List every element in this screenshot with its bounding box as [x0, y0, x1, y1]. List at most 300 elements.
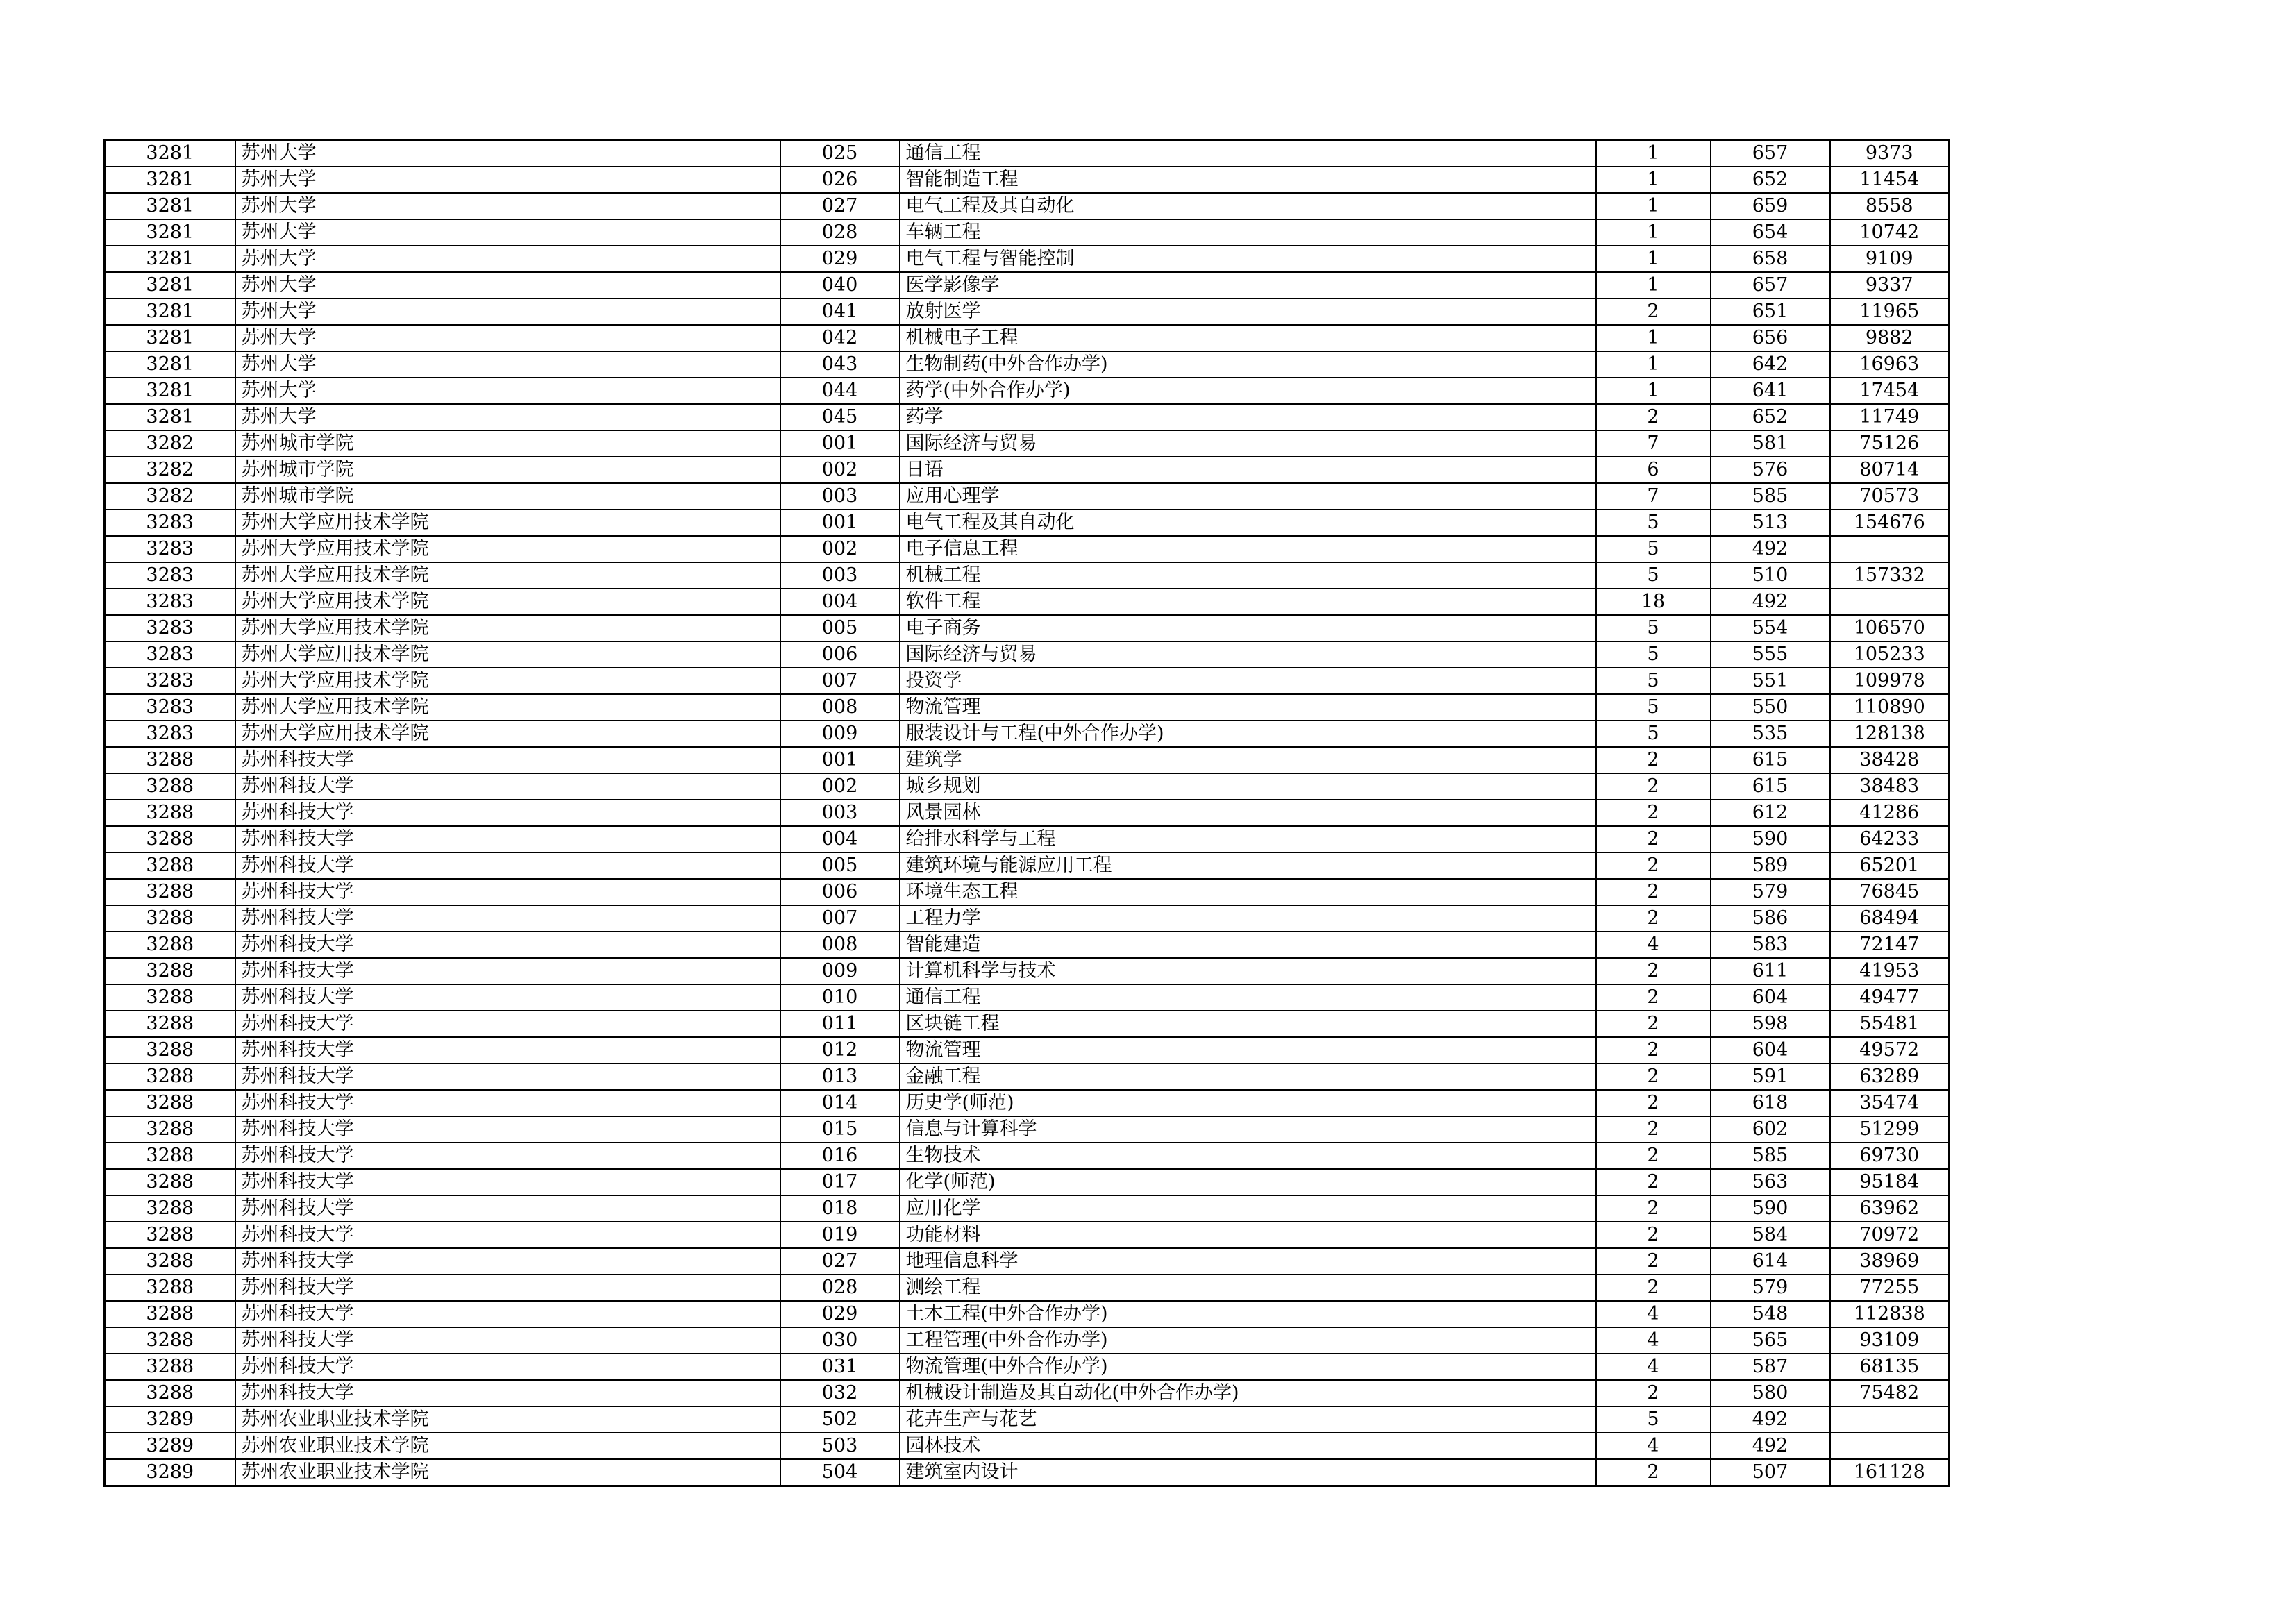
table-row	[105, 193, 1950, 219]
major-name-cell: 建筑室内设计	[900, 1459, 1596, 1486]
major-name-cell: 电气工程及其自动化	[900, 193, 1596, 219]
table-row	[105, 905, 1950, 932]
min-score-cell: 654	[1711, 219, 1830, 246]
school-code-cell: 3288	[105, 905, 235, 932]
school-code-cell: 3281	[105, 140, 235, 167]
school-name-cell: 苏州科技大学	[235, 1169, 780, 1195]
plan-count-cell: 2	[1596, 1275, 1711, 1301]
major-code-cell: 019	[780, 1222, 900, 1248]
major-name-cell: 园林技术	[900, 1433, 1596, 1459]
major-code-cell: 003	[780, 562, 900, 589]
rank-cell: 154676	[1830, 510, 1950, 536]
school-code-cell: 3288	[105, 1143, 235, 1169]
table-row	[105, 1090, 1950, 1116]
school-code-cell: 3288	[105, 773, 235, 800]
plan-count-cell: 1	[1596, 325, 1711, 351]
major-name-cell: 日语	[900, 457, 1596, 483]
table-row	[105, 615, 1950, 641]
major-name-cell: 历史学(师范)	[900, 1090, 1596, 1116]
school-name-cell: 苏州大学应用技术学院	[235, 721, 780, 747]
major-name-cell: 工程管理(中外合作办学)	[900, 1327, 1596, 1354]
rank-cell: 10742	[1830, 219, 1950, 246]
rank-cell: 157332	[1830, 562, 1950, 589]
major-code-cell: 005	[780, 852, 900, 879]
plan-count-cell: 5	[1596, 668, 1711, 694]
school-code-cell: 3288	[105, 1037, 235, 1063]
school-code-cell: 3281	[105, 272, 235, 298]
major-name-cell: 测绘工程	[900, 1275, 1596, 1301]
major-code-cell: 015	[780, 1116, 900, 1143]
rank-cell: 68494	[1830, 905, 1950, 932]
plan-count-cell: 5	[1596, 615, 1711, 641]
table-row	[105, 1143, 1950, 1169]
rank-cell	[1830, 1433, 1950, 1459]
plan-count-cell: 2	[1596, 1011, 1711, 1037]
table-row	[105, 958, 1950, 984]
plan-count-cell: 18	[1596, 589, 1711, 615]
school-code-cell: 3288	[105, 1011, 235, 1037]
school-code-cell: 3281	[105, 167, 235, 193]
major-name-cell: 城乡规划	[900, 773, 1596, 800]
school-name-cell: 苏州大学	[235, 351, 780, 378]
plan-count-cell: 2	[1596, 773, 1711, 800]
table-row	[105, 721, 1950, 747]
major-name-cell: 应用化学	[900, 1195, 1596, 1222]
school-code-cell: 3288	[105, 852, 235, 879]
major-name-cell: 风景园林	[900, 800, 1596, 826]
school-code-cell: 3289	[105, 1459, 235, 1486]
school-code-cell: 3283	[105, 694, 235, 721]
plan-count-cell: 2	[1596, 1037, 1711, 1063]
major-name-cell: 通信工程	[900, 140, 1596, 167]
school-code-cell: 3283	[105, 615, 235, 641]
table-row	[105, 378, 1950, 404]
plan-count-cell: 4	[1596, 1327, 1711, 1354]
min-score-cell: 615	[1711, 747, 1830, 773]
min-score-cell: 604	[1711, 1037, 1830, 1063]
admission-table	[103, 139, 1950, 1487]
major-name-cell: 环境生态工程	[900, 879, 1596, 905]
major-name-cell: 电子信息工程	[900, 536, 1596, 562]
school-code-cell: 3288	[105, 1063, 235, 1090]
min-score-cell: 583	[1711, 932, 1830, 958]
table-row	[105, 457, 1950, 483]
plan-count-cell: 2	[1596, 1222, 1711, 1248]
min-score-cell: 657	[1711, 140, 1830, 167]
plan-count-cell: 5	[1596, 562, 1711, 589]
major-name-cell: 医学影像学	[900, 272, 1596, 298]
plan-count-cell: 2	[1596, 826, 1711, 852]
min-score-cell: 492	[1711, 589, 1830, 615]
rank-cell: 8558	[1830, 193, 1950, 219]
rank-cell: 9337	[1830, 272, 1950, 298]
major-name-cell: 地理信息科学	[900, 1248, 1596, 1275]
table-row	[105, 219, 1950, 246]
school-code-cell: 3281	[105, 298, 235, 325]
major-name-cell: 放射医学	[900, 298, 1596, 325]
min-score-cell: 581	[1711, 430, 1830, 457]
school-name-cell: 苏州农业职业技术学院	[235, 1459, 780, 1486]
major-code-cell: 009	[780, 958, 900, 984]
major-code-cell: 013	[780, 1063, 900, 1090]
plan-count-cell: 1	[1596, 351, 1711, 378]
table-row	[105, 826, 1950, 852]
major-name-cell: 给排水科学与工程	[900, 826, 1596, 852]
school-name-cell: 苏州大学应用技术学院	[235, 694, 780, 721]
school-code-cell: 3288	[105, 1380, 235, 1406]
table-row	[105, 879, 1950, 905]
plan-count-cell: 2	[1596, 1116, 1711, 1143]
school-code-cell: 3281	[105, 404, 235, 430]
school-code-cell: 3281	[105, 246, 235, 272]
major-name-cell: 区块链工程	[900, 1011, 1596, 1037]
school-name-cell: 苏州科技大学	[235, 1380, 780, 1406]
school-code-cell: 3283	[105, 536, 235, 562]
major-code-cell: 027	[780, 1248, 900, 1275]
school-code-cell: 3288	[105, 1222, 235, 1248]
school-code-cell: 3288	[105, 747, 235, 773]
min-score-cell: 550	[1711, 694, 1830, 721]
rank-cell: 93109	[1830, 1327, 1950, 1354]
school-name-cell: 苏州大学应用技术学院	[235, 615, 780, 641]
major-name-cell: 机械电子工程	[900, 325, 1596, 351]
plan-count-cell: 6	[1596, 457, 1711, 483]
min-score-cell: 492	[1711, 536, 1830, 562]
plan-count-cell: 5	[1596, 510, 1711, 536]
school-code-cell: 3282	[105, 483, 235, 510]
min-score-cell: 586	[1711, 905, 1830, 932]
major-name-cell: 机械设计制造及其自动化(中外合作办学)	[900, 1380, 1596, 1406]
school-name-cell: 苏州大学	[235, 167, 780, 193]
major-code-cell: 032	[780, 1380, 900, 1406]
major-code-cell: 025	[780, 140, 900, 167]
major-code-cell: 002	[780, 773, 900, 800]
school-code-cell: 3283	[105, 668, 235, 694]
major-code-cell: 011	[780, 1011, 900, 1037]
plan-count-cell: 1	[1596, 193, 1711, 219]
major-code-cell: 010	[780, 984, 900, 1011]
school-name-cell: 苏州科技大学	[235, 1063, 780, 1090]
plan-count-cell: 1	[1596, 140, 1711, 167]
school-name-cell: 苏州大学应用技术学院	[235, 510, 780, 536]
major-code-cell: 006	[780, 641, 900, 668]
major-code-cell: 008	[780, 694, 900, 721]
major-code-cell: 042	[780, 325, 900, 351]
min-score-cell: 652	[1711, 404, 1830, 430]
school-name-cell: 苏州科技大学	[235, 1248, 780, 1275]
major-code-cell: 027	[780, 193, 900, 219]
school-name-cell: 苏州科技大学	[235, 800, 780, 826]
min-score-cell: 612	[1711, 800, 1830, 826]
school-code-cell: 3288	[105, 1354, 235, 1380]
rank-cell: 68135	[1830, 1354, 1950, 1380]
rank-cell: 161128	[1830, 1459, 1950, 1486]
table-row	[105, 325, 1950, 351]
major-code-cell: 007	[780, 668, 900, 694]
major-name-cell: 功能材料	[900, 1222, 1596, 1248]
school-code-cell: 3288	[105, 800, 235, 826]
major-code-cell: 030	[780, 1327, 900, 1354]
school-name-cell: 苏州科技大学	[235, 1090, 780, 1116]
rank-cell	[1830, 536, 1950, 562]
table-row	[105, 852, 1950, 879]
min-score-cell: 513	[1711, 510, 1830, 536]
rank-cell: 63289	[1830, 1063, 1950, 1090]
rank-cell	[1830, 1406, 1950, 1433]
rank-cell	[1830, 589, 1950, 615]
school-name-cell: 苏州农业职业技术学院	[235, 1433, 780, 1459]
major-code-cell: 029	[780, 1301, 900, 1327]
major-name-cell: 生物制药(中外合作办学)	[900, 351, 1596, 378]
plan-count-cell: 2	[1596, 1459, 1711, 1486]
min-score-cell: 492	[1711, 1433, 1830, 1459]
plan-count-cell: 5	[1596, 641, 1711, 668]
major-code-cell: 006	[780, 879, 900, 905]
major-code-cell: 045	[780, 404, 900, 430]
min-score-cell: 584	[1711, 1222, 1830, 1248]
major-code-cell: 004	[780, 826, 900, 852]
plan-count-cell: 2	[1596, 905, 1711, 932]
plan-count-cell: 2	[1596, 1195, 1711, 1222]
major-code-cell: 028	[780, 219, 900, 246]
rank-cell: 70573	[1830, 483, 1950, 510]
table-row	[105, 747, 1950, 773]
plan-count-cell: 1	[1596, 378, 1711, 404]
min-score-cell: 656	[1711, 325, 1830, 351]
rank-cell: 64233	[1830, 826, 1950, 852]
school-name-cell: 苏州科技大学	[235, 1143, 780, 1169]
school-name-cell: 苏州科技大学	[235, 932, 780, 958]
school-name-cell: 苏州大学	[235, 378, 780, 404]
major-code-cell: 016	[780, 1143, 900, 1169]
rank-cell: 9373	[1830, 140, 1950, 167]
major-code-cell: 504	[780, 1459, 900, 1486]
major-code-cell: 043	[780, 351, 900, 378]
rank-cell: 38969	[1830, 1248, 1950, 1275]
plan-count-cell: 4	[1596, 932, 1711, 958]
min-score-cell: 548	[1711, 1301, 1830, 1327]
rank-cell: 38483	[1830, 773, 1950, 800]
min-score-cell: 589	[1711, 852, 1830, 879]
major-name-cell: 电气工程与智能控制	[900, 246, 1596, 272]
rank-cell: 80714	[1830, 457, 1950, 483]
major-name-cell: 计算机科学与技术	[900, 958, 1596, 984]
min-score-cell: 587	[1711, 1354, 1830, 1380]
major-code-cell: 002	[780, 536, 900, 562]
major-name-cell: 服装设计与工程(中外合作办学)	[900, 721, 1596, 747]
plan-count-cell: 1	[1596, 167, 1711, 193]
rank-cell: 16963	[1830, 351, 1950, 378]
plan-count-cell: 1	[1596, 272, 1711, 298]
school-code-cell: 3288	[105, 1195, 235, 1222]
table-row	[105, 1222, 1950, 1248]
school-name-cell: 苏州城市学院	[235, 430, 780, 457]
school-name-cell: 苏州科技大学	[235, 1327, 780, 1354]
school-code-cell: 3281	[105, 378, 235, 404]
table-row	[105, 404, 1950, 430]
major-name-cell: 土木工程(中外合作办学)	[900, 1301, 1596, 1327]
major-code-cell: 005	[780, 615, 900, 641]
school-name-cell: 苏州科技大学	[235, 773, 780, 800]
table-row	[105, 536, 1950, 562]
major-code-cell: 009	[780, 721, 900, 747]
school-code-cell: 3288	[105, 879, 235, 905]
plan-count-cell: 2	[1596, 984, 1711, 1011]
table-row	[105, 984, 1950, 1011]
table-row	[105, 272, 1950, 298]
school-name-cell: 苏州大学	[235, 193, 780, 219]
plan-count-cell: 1	[1596, 246, 1711, 272]
table-row	[105, 694, 1950, 721]
plan-count-cell: 2	[1596, 1090, 1711, 1116]
school-code-cell: 3283	[105, 641, 235, 668]
min-score-cell: 590	[1711, 826, 1830, 852]
school-code-cell: 3288	[105, 1327, 235, 1354]
plan-count-cell: 2	[1596, 1248, 1711, 1275]
rank-cell: 41286	[1830, 800, 1950, 826]
plan-count-cell: 5	[1596, 1406, 1711, 1433]
min-score-cell: 611	[1711, 958, 1830, 984]
rank-cell: 65201	[1830, 852, 1950, 879]
rank-cell: 105233	[1830, 641, 1950, 668]
table-row	[105, 351, 1950, 378]
major-name-cell: 电子商务	[900, 615, 1596, 641]
plan-count-cell: 2	[1596, 800, 1711, 826]
plan-count-cell: 2	[1596, 747, 1711, 773]
school-code-cell: 3288	[105, 1116, 235, 1143]
rank-cell: 11965	[1830, 298, 1950, 325]
school-name-cell: 苏州科技大学	[235, 1275, 780, 1301]
table-row	[105, 589, 1950, 615]
school-code-cell: 3283	[105, 562, 235, 589]
table-row	[105, 298, 1950, 325]
major-name-cell: 药学	[900, 404, 1596, 430]
major-name-cell: 化学(师范)	[900, 1169, 1596, 1195]
major-name-cell: 投资学	[900, 668, 1596, 694]
major-name-cell: 国际经济与贸易	[900, 641, 1596, 668]
school-name-cell: 苏州大学	[235, 272, 780, 298]
school-code-cell: 3288	[105, 958, 235, 984]
school-name-cell: 苏州科技大学	[235, 1301, 780, 1327]
min-score-cell: 615	[1711, 773, 1830, 800]
school-code-cell: 3288	[105, 1248, 235, 1275]
school-code-cell: 3281	[105, 351, 235, 378]
school-name-cell: 苏州大学应用技术学院	[235, 589, 780, 615]
plan-count-cell: 2	[1596, 1380, 1711, 1406]
school-code-cell: 3288	[105, 1275, 235, 1301]
min-score-cell: 614	[1711, 1248, 1830, 1275]
school-name-cell: 苏州大学应用技术学院	[235, 668, 780, 694]
plan-count-cell: 7	[1596, 483, 1711, 510]
min-score-cell: 659	[1711, 193, 1830, 219]
school-name-cell: 苏州科技大学	[235, 1195, 780, 1222]
major-name-cell: 软件工程	[900, 589, 1596, 615]
major-name-cell: 智能建造	[900, 932, 1596, 958]
rank-cell: 75126	[1830, 430, 1950, 457]
rank-cell: 17454	[1830, 378, 1950, 404]
school-name-cell: 苏州科技大学	[235, 1037, 780, 1063]
rank-cell: 11749	[1830, 404, 1950, 430]
school-name-cell: 苏州科技大学	[235, 1354, 780, 1380]
min-score-cell: 641	[1711, 378, 1830, 404]
major-name-cell: 建筑学	[900, 747, 1596, 773]
school-code-cell: 3282	[105, 457, 235, 483]
plan-count-cell: 2	[1596, 852, 1711, 879]
major-code-cell: 041	[780, 298, 900, 325]
rank-cell: 41953	[1830, 958, 1950, 984]
rank-cell: 95184	[1830, 1169, 1950, 1195]
school-name-cell: 苏州城市学院	[235, 457, 780, 483]
rank-cell: 35474	[1830, 1090, 1950, 1116]
plan-count-cell: 5	[1596, 721, 1711, 747]
min-score-cell: 642	[1711, 351, 1830, 378]
table-row	[105, 800, 1950, 826]
table-row	[105, 1275, 1950, 1301]
table-row	[105, 1327, 1950, 1354]
major-name-cell: 金融工程	[900, 1063, 1596, 1090]
min-score-cell: 576	[1711, 457, 1830, 483]
plan-count-cell: 2	[1596, 298, 1711, 325]
rank-cell: 63962	[1830, 1195, 1950, 1222]
min-score-cell: 579	[1711, 879, 1830, 905]
table-row	[105, 1011, 1950, 1037]
plan-count-cell: 4	[1596, 1354, 1711, 1380]
school-code-cell: 3283	[105, 510, 235, 536]
rank-cell: 77255	[1830, 1275, 1950, 1301]
plan-count-cell: 2	[1596, 879, 1711, 905]
major-code-cell: 008	[780, 932, 900, 958]
table-row	[105, 246, 1950, 272]
school-name-cell: 苏州农业职业技术学院	[235, 1406, 780, 1433]
table-row	[105, 641, 1950, 668]
school-name-cell: 苏州大学	[235, 298, 780, 325]
table-row	[105, 1354, 1950, 1380]
major-code-cell: 003	[780, 800, 900, 826]
plan-count-cell: 5	[1596, 694, 1711, 721]
school-code-cell: 3283	[105, 589, 235, 615]
table-row	[105, 1301, 1950, 1327]
major-name-cell: 应用心理学	[900, 483, 1596, 510]
table-row	[105, 1195, 1950, 1222]
min-score-cell: 598	[1711, 1011, 1830, 1037]
school-name-cell: 苏州大学应用技术学院	[235, 641, 780, 668]
school-name-cell: 苏州大学	[235, 325, 780, 351]
major-name-cell: 物流管理(中外合作办学)	[900, 1354, 1596, 1380]
plan-count-cell: 4	[1596, 1433, 1711, 1459]
school-code-cell: 3288	[105, 1169, 235, 1195]
table-row	[105, 510, 1950, 536]
major-name-cell: 工程力学	[900, 905, 1596, 932]
major-code-cell: 028	[780, 1275, 900, 1301]
min-score-cell: 507	[1711, 1459, 1830, 1486]
major-name-cell: 物流管理	[900, 694, 1596, 721]
major-code-cell: 026	[780, 167, 900, 193]
table-row	[105, 1406, 1950, 1433]
school-name-cell: 苏州大学应用技术学院	[235, 536, 780, 562]
plan-count-cell: 7	[1596, 430, 1711, 457]
school-name-cell: 苏州科技大学	[235, 984, 780, 1011]
major-name-cell: 建筑环境与能源应用工程	[900, 852, 1596, 879]
school-code-cell: 3288	[105, 826, 235, 852]
major-code-cell: 012	[780, 1037, 900, 1063]
school-name-cell: 苏州科技大学	[235, 879, 780, 905]
min-score-cell: 657	[1711, 272, 1830, 298]
min-score-cell: 554	[1711, 615, 1830, 641]
major-code-cell: 002	[780, 457, 900, 483]
major-code-cell: 001	[780, 510, 900, 536]
school-name-cell: 苏州大学	[235, 404, 780, 430]
min-score-cell: 563	[1711, 1169, 1830, 1195]
